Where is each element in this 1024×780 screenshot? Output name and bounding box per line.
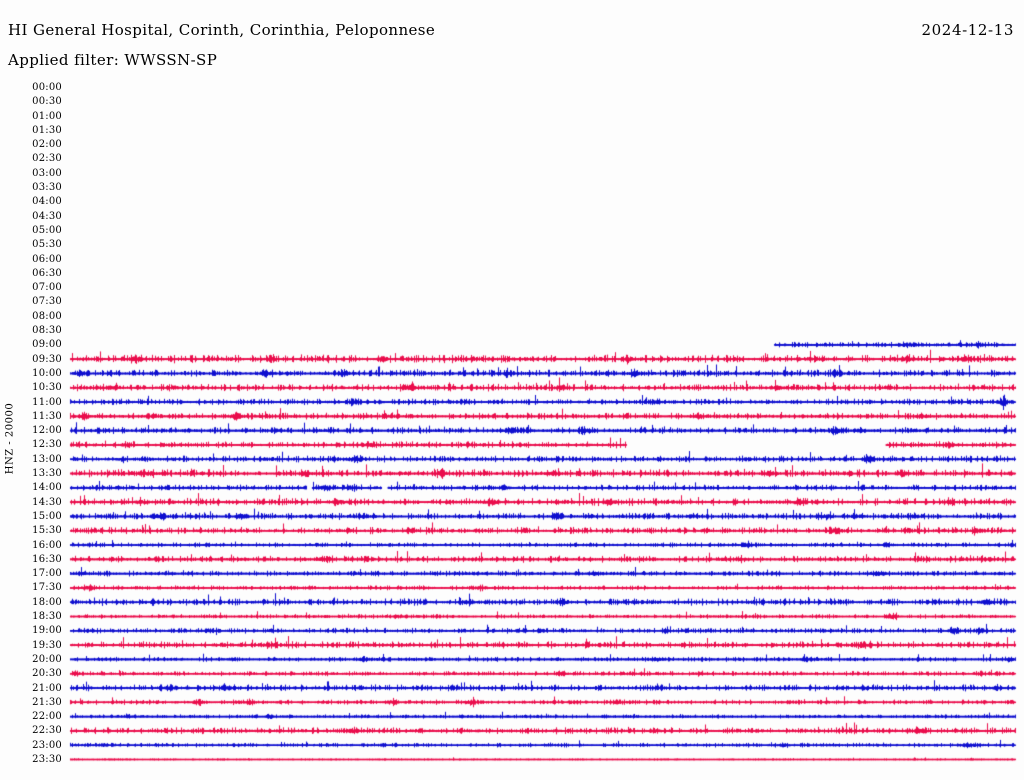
- time-label: 15:00: [32, 510, 62, 522]
- time-label: 04:30: [32, 210, 62, 222]
- time-label: 10:00: [32, 367, 62, 379]
- time-label: 01:30: [32, 124, 62, 136]
- time-label: 03:30: [32, 182, 62, 194]
- time-label: 22:30: [32, 725, 62, 737]
- time-label: 17:30: [32, 582, 62, 594]
- time-label: 06:00: [32, 253, 62, 265]
- time-label: 02:00: [32, 139, 62, 151]
- time-label: 09:00: [32, 339, 62, 351]
- time-label: 12:30: [32, 439, 62, 451]
- time-label: 13:00: [32, 453, 62, 465]
- time-label: 10:30: [32, 382, 62, 394]
- time-label: 16:00: [32, 539, 62, 551]
- time-label: 19:00: [32, 625, 62, 637]
- time-label: 19:30: [32, 639, 62, 651]
- time-label: 01:00: [32, 110, 62, 122]
- time-label: 21:00: [32, 682, 62, 694]
- time-label: 15:30: [32, 525, 62, 537]
- time-label: 16:30: [32, 553, 62, 565]
- time-label: 02:30: [32, 153, 62, 165]
- time-label: 21:30: [32, 696, 62, 708]
- time-label: 00:00: [32, 82, 62, 93]
- time-label: 07:00: [32, 282, 62, 294]
- time-label: 22:00: [32, 711, 62, 723]
- time-label: 09:30: [32, 353, 62, 365]
- time-label: 07:30: [32, 296, 62, 308]
- time-label: 11:00: [32, 396, 62, 408]
- time-label: 03:00: [32, 167, 62, 179]
- time-label: 20:00: [32, 653, 62, 665]
- time-label: 04:00: [32, 196, 62, 208]
- time-label: 00:30: [32, 96, 62, 108]
- time-label: 23:00: [32, 739, 62, 751]
- time-label: 14:00: [32, 482, 62, 494]
- time-label: 05:30: [32, 239, 62, 251]
- time-label: 05:00: [32, 224, 62, 236]
- time-label: 11:30: [32, 410, 62, 422]
- time-label: 14:30: [32, 496, 62, 508]
- time-label: 18:30: [32, 611, 62, 623]
- time-label: 18:00: [32, 596, 62, 608]
- time-label: 08:00: [32, 310, 62, 322]
- time-label: 12:00: [32, 425, 62, 437]
- time-label: 17:00: [32, 568, 62, 580]
- time-label: 13:30: [32, 468, 62, 480]
- time-label: 20:30: [32, 668, 62, 680]
- time-label: 23:30: [32, 754, 62, 765]
- time-label: 08:30: [32, 325, 62, 337]
- time-label: 06:30: [32, 267, 62, 279]
